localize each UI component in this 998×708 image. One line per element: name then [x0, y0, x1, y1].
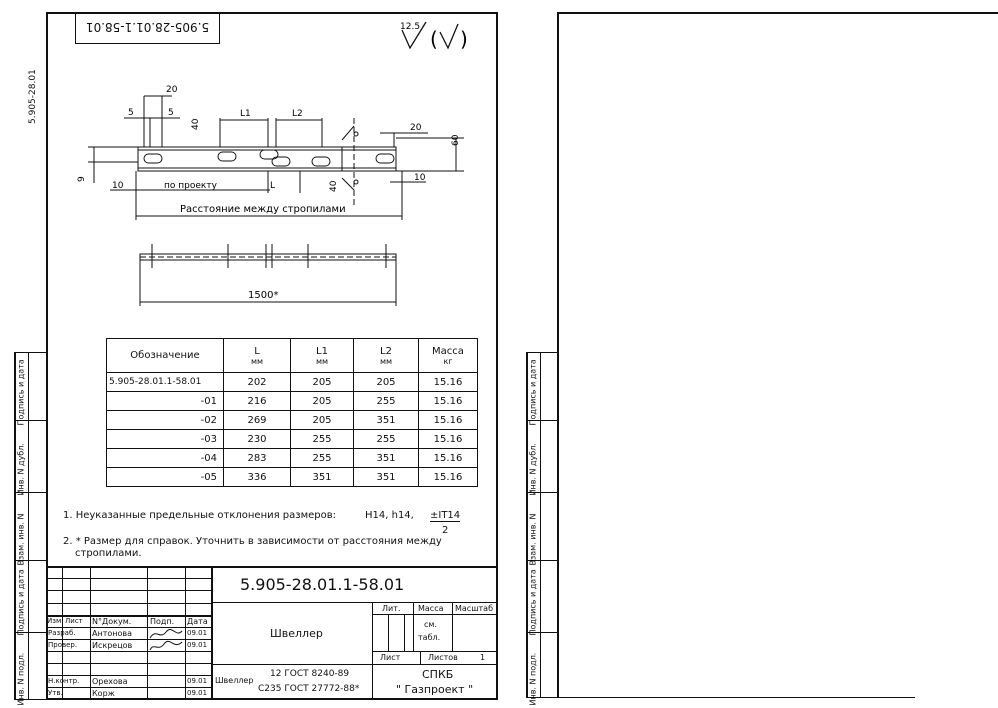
spec-cell: 269 — [224, 411, 291, 430]
sheet-blank-bottom — [557, 697, 915, 698]
table-row — [107, 468, 478, 487]
spec-cell: 255 — [354, 430, 419, 449]
spec-cell: 205 — [291, 411, 354, 430]
spec-cell: 15.16 — [419, 449, 478, 468]
spec-cell: 205 — [354, 373, 419, 392]
spec-cell: 216 — [224, 392, 291, 411]
stamp-col-doc: N°Докум. — [92, 617, 132, 626]
spec-cell: 351 — [354, 449, 419, 468]
spec-cell: -05 — [107, 468, 224, 487]
stamp-material-bottom: С235 ГОСТ 27772-88* — [258, 684, 360, 694]
channel-side-view — [130, 240, 405, 310]
side-label-inv-dubl: Инв. N дубл. — [16, 443, 26, 496]
span-label: Расстояние между стропилами — [180, 204, 346, 215]
stamp-sheet: Лист — [380, 653, 401, 662]
spec-cell: -04 — [107, 449, 224, 468]
svg-text:): ) — [460, 27, 468, 51]
dim-40-left: 40 — [191, 118, 201, 130]
side-label-podpis-2-r: Подпись и дата — [528, 569, 538, 636]
stamp-name: Орехова — [92, 677, 128, 686]
stamp-col-date: Дата — [187, 617, 208, 626]
side-label-podpis: Подпись и дата — [16, 359, 26, 426]
stamp-name: Искрецов — [92, 641, 133, 650]
side-label-inv-podl-r: Инв. N подл. — [528, 652, 538, 706]
stamp-role: Разраб. — [48, 629, 76, 637]
spec-header-L: L мм — [224, 339, 291, 373]
spec-cell: 230 — [224, 430, 291, 449]
spec-header-designation: Обозначение — [107, 339, 224, 373]
length-label: 1500* — [248, 290, 279, 301]
stamp-lit: Лит. — [382, 604, 401, 613]
spec-cell: 15.16 — [419, 430, 478, 449]
spec-cell: 255 — [354, 392, 419, 411]
spec-header-L1: L1 мм — [291, 339, 354, 373]
dim-10-left: 10 — [112, 181, 124, 191]
top-rotated-code: 5.905-28.01.1-58.01 — [85, 20, 210, 34]
stamp-mass: Масса — [418, 604, 444, 613]
stamp-date: 09.01 — [187, 689, 208, 697]
stamp-role: Н.контр. — [48, 677, 80, 685]
spec-header-mass: Масса кг — [419, 339, 478, 373]
note-2-line2: стропилами. — [75, 548, 142, 559]
roughness-value: 12.5 — [400, 22, 421, 32]
spec-cell: 15.16 — [419, 411, 478, 430]
stamp-mass-value-1: см. — [424, 620, 437, 629]
spec-cell: 351 — [354, 468, 419, 487]
note-2-line1: 2. * Размер для справок. Уточнить в зависимости от расстояния между — [63, 536, 442, 547]
spec-cell: 351 — [291, 468, 354, 487]
stamp-sheets-count: 1 — [480, 653, 486, 662]
spec-cell: 351 — [354, 411, 419, 430]
sheet-blank — [557, 12, 998, 698]
spec-cell: 15.16 — [419, 392, 478, 411]
dim-60: 60 — [451, 134, 461, 146]
spec-cell: 15.16 — [419, 373, 478, 392]
stamp-org-1: СПКБ — [422, 668, 454, 681]
side-label-vzam: Взам. инв. N — [16, 513, 26, 566]
top-code-box — [75, 12, 220, 44]
stamp-material-label: Швеллер — [215, 676, 254, 685]
channel-drawing — [77, 78, 480, 223]
stamp-material-top: 12 ГОСТ 8240-89 — [270, 669, 350, 679]
spec-header-L2: L2 мм — [354, 339, 419, 373]
side-label-inv-dubl-r: Инв. N дубл. — [528, 443, 538, 496]
spec-header-row — [107, 339, 478, 373]
stamp-date: 09.01 — [187, 677, 208, 685]
dim-10-right: 10 — [414, 173, 426, 183]
stamp-sheets: Листов — [428, 653, 458, 662]
spec-cell: -02 — [107, 411, 224, 430]
side-label-vzam-r: Взам. инв. N — [528, 513, 538, 566]
dim-L2: L2 — [292, 109, 303, 119]
dim-9: 9 — [77, 176, 87, 182]
stamp-scale: Масштаб — [455, 604, 494, 613]
signature-2 — [148, 640, 184, 652]
spec-cell: 283 — [224, 449, 291, 468]
table-row — [107, 392, 478, 411]
stamp-role: Утв. — [48, 689, 63, 697]
dim-40-bottom: 40 — [329, 180, 339, 192]
dim-20-right: 20 — [410, 123, 422, 133]
spec-cell: 205 — [291, 373, 354, 392]
spec-table — [106, 338, 478, 487]
stamp-role: Провер. — [48, 641, 78, 649]
stamp-mass-value-2: табл. — [418, 633, 441, 642]
signature-1 — [148, 628, 184, 640]
dim-5-b: 5 — [168, 108, 174, 118]
spec-cell: 202 — [224, 373, 291, 392]
spec-cell: 205 — [291, 392, 354, 411]
table-row — [107, 449, 478, 468]
stamp-org-2: " Газпроект " — [396, 683, 474, 696]
roughness-symbol — [396, 18, 476, 54]
spec-cell: 336 — [224, 468, 291, 487]
stamp-doc-code: 5.905-28.01.1-58.01 — [240, 575, 405, 594]
stamp-col-sign: Подп. — [150, 617, 175, 626]
side-label-podpis-2: Подпись и дата — [16, 569, 26, 636]
stamp-title: Швеллер — [270, 627, 323, 640]
stamp-col-izm: Изм. — [47, 617, 64, 625]
dim-L: L — [270, 181, 276, 191]
dim-L1: L1 — [240, 109, 251, 119]
stamp-name: Корж — [92, 689, 115, 698]
spec-cell: 15.16 — [419, 468, 478, 487]
spec-cell: 255 — [291, 430, 354, 449]
note-1-frac-bottom: 2 — [442, 525, 449, 536]
side-label-inv-podl: Инв. N подл. — [16, 652, 26, 706]
table-row — [107, 373, 478, 392]
spec-cell: -03 — [107, 430, 224, 449]
side-label-podpis-r: Подпись и дата — [528, 359, 538, 426]
dim-5-a: 5 — [128, 108, 134, 118]
table-row — [107, 430, 478, 449]
table-row — [107, 411, 478, 430]
note-1-frac-top: ±IT14 — [430, 510, 461, 521]
spec-cell: 255 — [291, 449, 354, 468]
spec-cell: -01 — [107, 392, 224, 411]
dim-po-proektu: по проекту — [164, 181, 217, 191]
left-margin-code: 5.905-28.01 — [28, 69, 38, 124]
svg-text:(: ( — [430, 27, 438, 51]
note-1-values: H14, h14, — [365, 510, 414, 521]
dim-20-top: 20 — [166, 85, 178, 95]
spec-cell: 5.905-28.01.1-58.01 — [107, 373, 224, 392]
stamp-col-list: Лист — [65, 617, 83, 625]
stamp-date: 09.01 — [187, 641, 208, 649]
note-1: 1. Неуказанные предельные отклонения размеров: — [63, 510, 337, 521]
stamp-date: 09.01 — [187, 629, 208, 637]
stamp-name: Антонова — [92, 629, 132, 638]
